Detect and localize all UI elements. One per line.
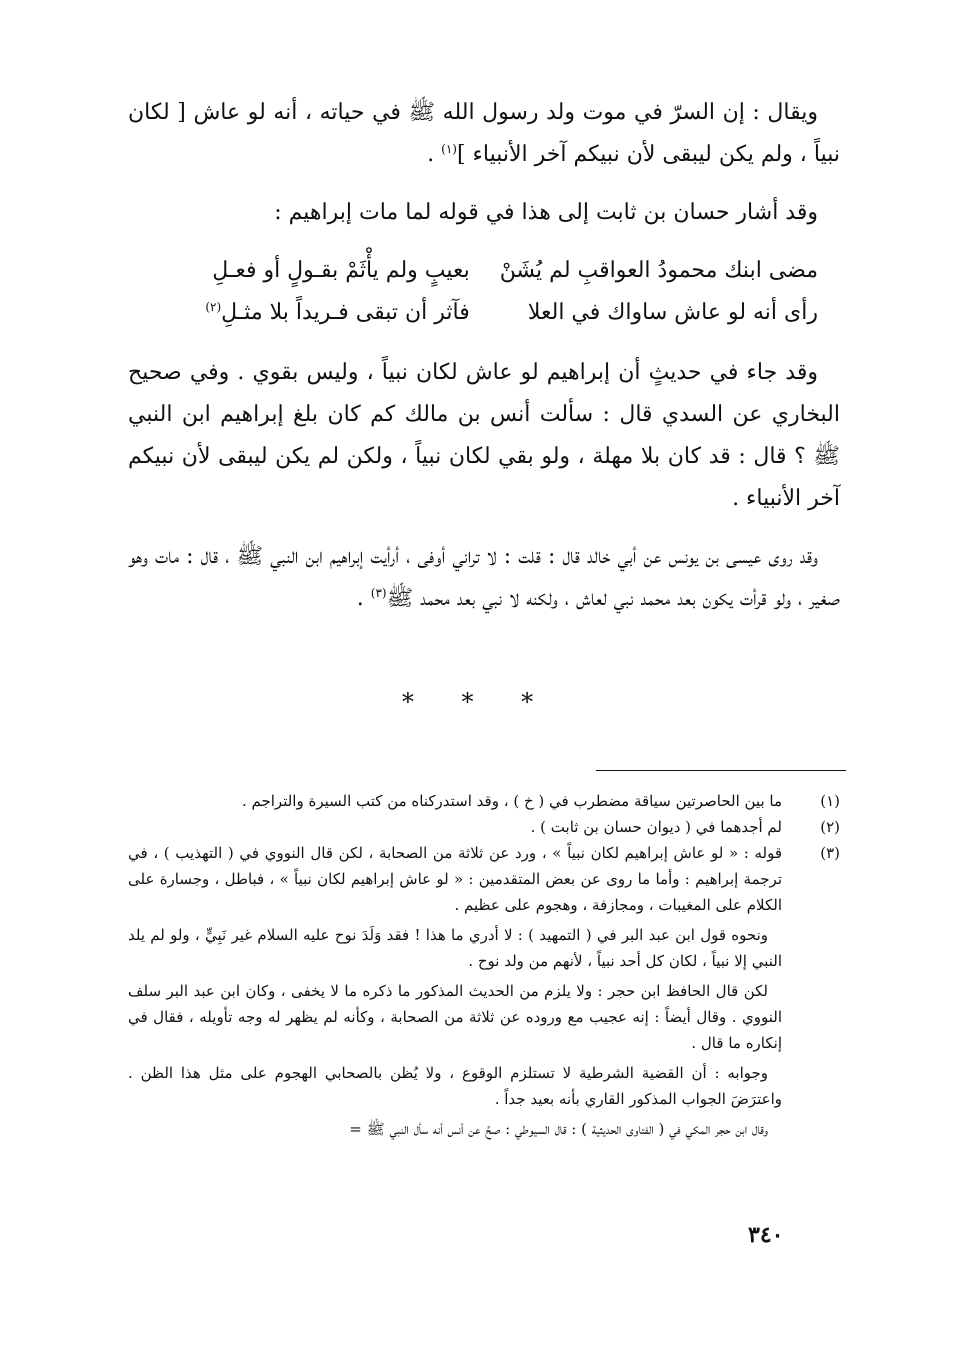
paragraph-1-text: ويقال : إن السرّ في موت ولد رسول الله ﷺ في حياته ، أنه لو عاش [ لكان نبياً ، ولم يكن ليبقى لأن نبيكم آخر الأنبياء ] [128,100,840,167]
verse-2-first-hemistich: رأى أنه لو عاش ساواك في العلا [527,300,818,325]
footnote-divider [596,770,846,771]
footnotes [128,788,840,1142]
footnote-3-para-3: لكن قال الحافظ ابن حجر : ولا يلزم من الحديث المذكور ما ذكره ما لا يخفى ، وكان ابن عبد البر سلف النووي . وقال أيضاً : إنه عجيب مع وروده عن ثلاثة من الصحابة ، وكأنه لم يظهر له وجه تأويله ، فقال في إنكاره ما قال . [128,982,782,1052]
footnote-3 [128,840,840,1142]
poem [128,250,840,334]
footnote-ref-3[interactable]: (٣) [370,586,387,600]
verse-2-second-text: فآثر أن تبقى فـريداً بلا مثـلِ [221,300,470,325]
footnote-ref-2[interactable]: (٢) [205,300,222,314]
main-text [128,92,840,636]
footnote-2 [128,814,840,840]
footnote-number: (٣) [820,844,840,862]
page-number: ٣٤٠ [748,1222,784,1248]
paragraph-4-end: . [356,586,371,611]
footnote-number: (١) [820,792,840,810]
footnote-number: (٢) [820,818,840,836]
footnote-3-para-2: ونحوه قول ابن عبد البر في ( التمهيد ) : لا أدري ما هذا ! فقد وَلَدَ نوح عليه السلام غير نَبِيٍّ ، ولو لم يلد النبي إلا نبياً ، لكان كل أحد نبياً ، لأنهم من ولد نوح . [128,926,782,970]
paragraph-3: وقد جاء في حديثٍ أن إبراهيم لو عاش لكان نبياً ، وليس بقوي . وفي صحيح البخاري عن السدي قال : سألت أنس بن مالك كم كان بلغ إبراهيم ابن النبي ﷺ ؟ قال : قد كان بلا مهلة ، ولو بقي لكان نبياً ، ولكن لم يكن ليبقى لأن نبيكم آخر الأنبياء . [128,360,840,511]
section-separator: * * * [401,688,554,716]
paragraph-2: وقد أشار حسان بن ثابت إلى هذا في قوله لما مات إبراهيم : [274,200,818,225]
footnote-2-para-1: لم أجدهما في ( ديوان حسان بن ثابت ) . [530,818,782,836]
footnote-3-para-5: وقال ابن حجر المكي في ( الفتاوى الحديثية ) : قال السيوطي : صحَّ عن أنس أنه سأل النبي ﷺ = [349,1120,768,1138]
footnote-body [128,814,782,840]
footnote-3-para-1: قوله : « لو عاش إبراهيم لكان نبياً » ، ورد عن ثلاثة من الصحابة ، لكن قال النووي في ( التهذيب ) ، في ترجمة إبراهيم : وأما ما روى عن بعض المتقدمين : « لو عاش إبراهيم لكان نبياً » ، فباطل ، وجسارة على الكلام على المغيبات ، ومجازفة ، وهجوم على عظيم . [128,844,782,914]
paragraph-1 [128,92,840,176]
verse-1-second-text: بعيبٍ ولم يأْثَمْ بقـولٍ أو فعـلِ [212,258,470,283]
verse-2-second-hemistich [128,292,470,334]
poem-verse-2 [128,292,840,334]
footnote-body [128,788,782,814]
paragraph-4 [128,536,840,620]
footnote-ref-1[interactable]: (١) [441,142,457,156]
verse-1-first-hemistich: مضى ابنك محمودُ العواقبِ لم يُشَنْ [499,258,818,283]
footnote-3-para-4: وجوابه : أن القضية الشرطية لا تستلزم الوقوع ، ولا يُظن بالصحابي الهجوم على مثل هذا الظن . واعترَضَ الجواب المذكور القاري بأنه بعيد جداً . [128,1064,782,1108]
footnote-1 [128,788,840,814]
footnote-1-para-1: ما بين الحاصرتين سياقة مضطرب في ( خ ) ، وقد استدركناه من كتب السيرة والتراجم . [241,792,782,810]
footnote-body [128,840,782,1142]
poem-verse-1 [128,250,840,292]
verse-1-second-hemistich [128,250,470,292]
paragraph-4-text: وقد روى عيسى بن يونس عن أبي خالد قال : قلت : لا تراني أوفى ، أرأيت إبراهيم ابن النبي ﷺ ، قال : مات وهو صغير ، ولو قرأت يكون بعد محمد نبي لعاش ، ولكنه لا نبي بعد محمد ﷺ [128,544,840,611]
paragraph-1-end: . [427,142,442,167]
